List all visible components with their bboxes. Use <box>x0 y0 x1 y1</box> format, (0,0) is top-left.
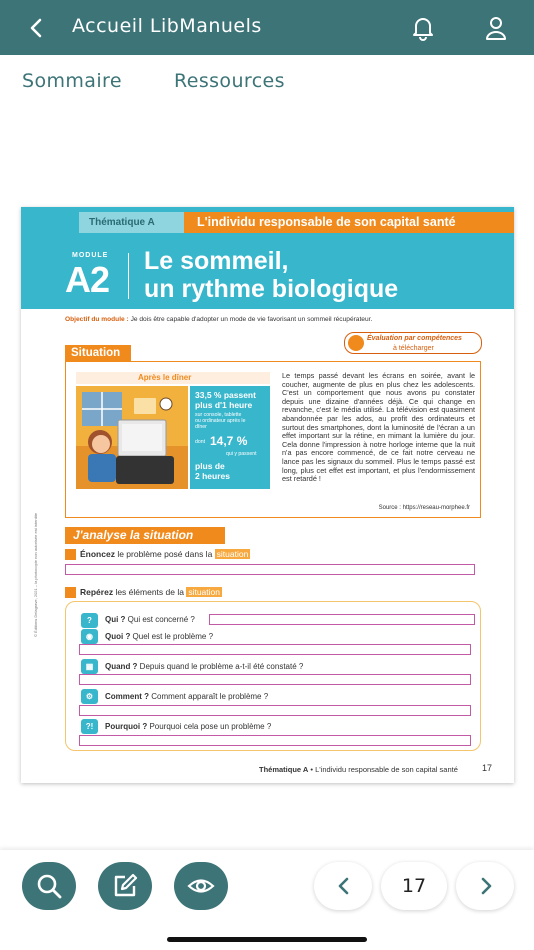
bell-icon <box>410 14 436 42</box>
situation-label: Situation <box>65 345 131 361</box>
question-what-label: Quoi ? <box>105 632 131 641</box>
back-button[interactable] <box>22 14 50 42</box>
bottom-toolbar <box>0 850 534 950</box>
stat-1-detail-2: ou ordinateur après le <box>195 418 246 424</box>
situation-text: Le temps passé devant les écrans en soirée, avant le coucher, augmente de plus en plus chez les adolescents. C'est un comportement que nous avons pu constater depuis une dizaine d'années déjà. Ce qui change en revanche, c'est le média utilisé. La télévision est quasiment abandonnée par les ados, au profit des ordinateurs et surtout des smartphones, dont la luminosité de l'écran a un effet important sur la rétine, en mimant la lumière du jour. Cela donne l'impression à notre horloge interne que la nuit n'a pas encore commencé, de ce fait notre cerveau ne lance pas les signaux du sommeil. Plus le temps passé est long, plus cet effet est important, et plus l'endormissement est retardé ! <box>282 371 475 484</box>
module-separator <box>128 253 129 299</box>
footer-text: • L'individu responsable de son capital santé <box>308 765 458 774</box>
question-when-text: Depuis quand le problème a-t-il été constaté ? <box>137 662 304 671</box>
chevron-left-icon <box>22 14 50 42</box>
instruction-1-text: le problème posé dans la <box>114 549 215 559</box>
question-who-text: Qui est concerné ? <box>125 615 195 624</box>
question-what <box>105 632 213 641</box>
answer-field[interactable] <box>79 644 471 655</box>
question-when <box>105 662 303 671</box>
next-page-button[interactable] <box>456 862 514 910</box>
chevron-left-icon <box>334 876 354 896</box>
page-footer <box>259 765 458 774</box>
page-number-input[interactable]: 17 <box>381 862 447 910</box>
view-mode-button[interactable] <box>174 862 228 910</box>
evaluation-download-link[interactable] <box>344 332 482 354</box>
question-how <box>105 692 268 701</box>
module-word: MODULE <box>72 252 109 259</box>
tab-bar <box>0 55 534 107</box>
question-why-label: Pourquoi ? <box>105 722 148 731</box>
module-banner <box>21 207 514 309</box>
bullet-square <box>65 587 76 598</box>
question-why <box>105 722 271 731</box>
instruction-2 <box>80 587 222 597</box>
question-who-label: Qui ? <box>105 615 126 624</box>
question-who-icon: ? <box>81 613 98 628</box>
objective-label: Objectif du module : <box>65 316 129 323</box>
stat-2-prefix: dont <box>195 439 206 445</box>
stat-1-value: 33,5 % passent <box>195 390 256 400</box>
previous-page-button[interactable] <box>314 862 372 910</box>
tab-ressources[interactable]: Ressources <box>174 70 285 92</box>
statistics-panel <box>190 386 270 489</box>
situation-link-2[interactable]: situation <box>188 587 220 597</box>
edit-icon <box>111 872 139 900</box>
stat-1-line-2: plus d'1 heure <box>195 400 253 410</box>
question-who <box>105 615 195 624</box>
question-when-label: Quand ? <box>105 662 138 671</box>
stat-2-value: 14,7 % <box>210 434 248 448</box>
situation-source: Source : https://reseau-morphee.fr <box>378 505 470 511</box>
instruction-1 <box>80 549 250 559</box>
answer-field[interactable] <box>79 735 471 746</box>
stat-2-detail: qui y passent <box>226 451 257 457</box>
instruction-1-verb: Énoncez <box>80 549 115 559</box>
app-title: Accueil LibManuels <box>72 15 262 37</box>
side-credit: © Éditions Delagrave, 2021 – la photocopie non autorisée est interdite <box>33 512 38 637</box>
situation-image[interactable] <box>76 372 270 489</box>
account-button[interactable] <box>482 13 510 43</box>
instruction-2-text: les éléments de la <box>113 587 187 597</box>
theme-label: Thématique A <box>79 212 184 233</box>
answer-field[interactable] <box>79 705 471 716</box>
stat-2-line-3: plus de <box>195 461 225 471</box>
module-title <box>144 247 398 303</box>
question-how-icon: ⚙ <box>81 689 98 704</box>
answer-field[interactable] <box>79 674 471 685</box>
situation-link-1[interactable]: situation <box>216 549 249 559</box>
bullet-square <box>65 549 76 560</box>
user-icon <box>482 13 510 43</box>
question-what-icon: ◉ <box>81 629 98 644</box>
instruction-2-verb: Repérez <box>80 587 114 597</box>
notifications-button[interactable] <box>410 14 436 42</box>
page-number: 17 <box>482 763 493 773</box>
book-page[interactable] <box>21 207 514 783</box>
title-line-2: un rythme biologique <box>144 275 399 303</box>
stat-2-line-4: 2 heures <box>195 471 230 481</box>
evaluation-subtitle: à télécharger <box>393 345 434 352</box>
theme-title: L'individu responsable de son capital santé <box>197 215 456 229</box>
search-icon <box>35 872 63 900</box>
teen-computer-illustration <box>76 386 188 489</box>
chevron-right-icon <box>476 876 496 896</box>
title-line-1: Le sommeil, <box>144 247 289 275</box>
theme-bar <box>79 212 514 233</box>
analyse-label: J'analyse la situation <box>65 527 225 544</box>
question-how-text: Comment apparaît le problème ? <box>149 692 269 701</box>
search-button[interactable] <box>22 862 76 910</box>
home-indicator <box>167 937 367 942</box>
situation-box <box>65 361 481 518</box>
stat-1-detail-3: dîner <box>195 424 207 430</box>
footer-theme: Thématique A <box>259 765 309 774</box>
image-title-bar <box>76 372 270 384</box>
answer-field[interactable] <box>209 614 475 625</box>
evaluation-title: Évaluation par compétences <box>367 335 462 342</box>
eye-icon <box>187 872 215 900</box>
tab-sommaire[interactable]: Sommaire <box>22 70 122 92</box>
image-title: Après le dîner <box>138 373 192 382</box>
annotate-button[interactable] <box>98 862 152 910</box>
question-why-icon: ?! <box>81 719 98 734</box>
question-what-text: Quel est le problème ? <box>130 632 214 641</box>
question-why-text: Pourquoi cela pose un problème ? <box>147 722 272 731</box>
document-icon <box>348 335 364 351</box>
app-header <box>0 0 534 55</box>
stat-1-detail-1: sur console, tablette <box>195 412 242 418</box>
module-objective <box>65 316 372 323</box>
question-how-label: Comment ? <box>105 692 149 701</box>
answer-field[interactable] <box>65 564 475 575</box>
module-number: A2 <box>65 259 110 300</box>
objective-text: Je dois être capable d'adopter un mode de vie favorisant un sommeil récupérateur. <box>130 316 373 323</box>
question-when-icon: ▦ <box>81 659 98 674</box>
